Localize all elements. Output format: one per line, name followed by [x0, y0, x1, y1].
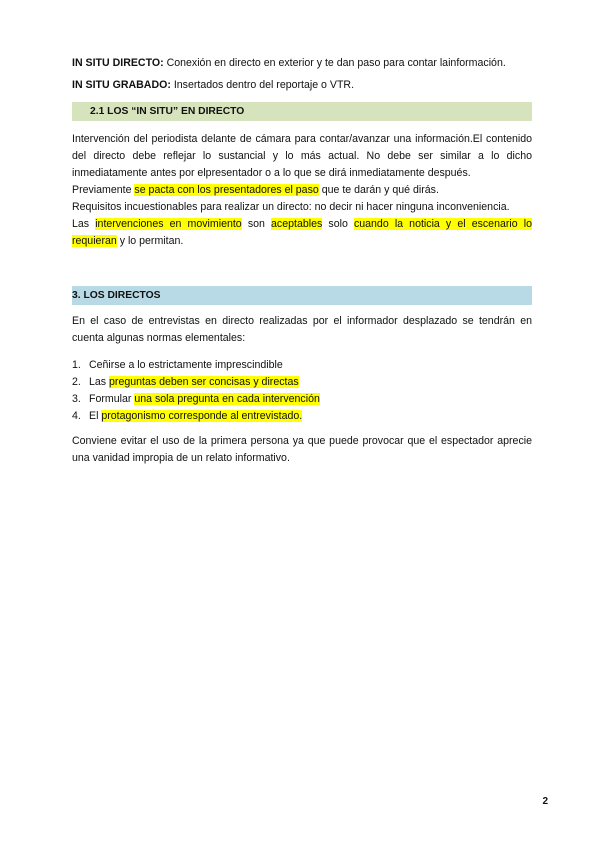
section-3-intro — [72, 313, 532, 347]
definition-term: IN SITU GRABADO: — [72, 79, 171, 91]
paragraph-line: Requisitos incuestionables para realizar un directo: no decir ni hacer ninguna inconveniencia. — [72, 201, 510, 213]
page-content — [72, 55, 532, 467]
text-run: Formular — [89, 393, 135, 405]
list-number: 2. — [72, 376, 81, 388]
text-run: y lo permitan. — [116, 235, 184, 247]
text-run: Las — [89, 376, 110, 388]
page-number: 2 — [542, 796, 548, 807]
highlighted-text: aceptables — [271, 218, 323, 230]
list-number: 1. — [72, 359, 81, 371]
section-3-heading: 3. LOS DIRECTOS — [72, 286, 532, 305]
paragraph-line: del directo debe reflejar lo sustancial y lo más actual. No debe ser similar a lo dicho — [72, 150, 532, 162]
definition-term: IN SITU DIRECTO: — [72, 57, 164, 69]
text-run: solo — [322, 218, 354, 230]
text-run: Previamente — [72, 184, 135, 196]
list-item — [72, 357, 532, 374]
section-2-1-heading: 2.1 LOS “IN SITU” EN DIRECTO — [72, 102, 532, 121]
paragraph-line — [72, 216, 532, 233]
paragraph-line: Intervención del periodista delante de cámara para contar/avanzar una información.El contenido — [72, 133, 532, 145]
text-run: Ceñirse a lo estrictamente imprescindible — [89, 359, 283, 371]
definition-in-situ-grabado — [72, 77, 532, 94]
paragraph-line: inmediatamente antes por elpresentador o a lo que se dirá inmediatamente después. — [72, 167, 471, 179]
section-2-1-paragraph — [72, 131, 532, 250]
highlighted-text: preguntas deben ser concisas y directas — [109, 376, 299, 388]
highlighted-text: requieran — [72, 235, 117, 247]
list-item — [72, 408, 532, 425]
list-number: 4. — [72, 410, 81, 422]
paragraph-line: una vanidad impropia de un relato informativo. — [72, 452, 290, 464]
text-run: que te darán y qué dirás. — [318, 184, 439, 196]
definition-text: Conexión en directo en exterior y te dan paso para contar lainformación. — [166, 57, 506, 69]
paragraph-line: En el caso de entrevistas en directo realizadas por el informador desplazado se tendrán en — [72, 315, 532, 327]
paragraph-line: Conviene evitar el uso de la primera persona ya que puede provocar que el espectador aprecie — [72, 435, 532, 447]
list-item — [72, 374, 532, 391]
definition-text: Insertados dentro del reportaje o VTR. — [173, 79, 355, 91]
list-number: 3. — [72, 393, 81, 405]
text-run: Las — [72, 218, 96, 230]
highlighted-text: se pacta con los presentadores el paso — [134, 184, 319, 196]
section-3-closing — [72, 433, 532, 467]
paragraph-line — [72, 233, 532, 250]
text-run: son — [241, 218, 272, 230]
list-item — [72, 391, 532, 408]
highlighted-text: una sola pregunta en cada intervención — [134, 393, 320, 405]
paragraph-line — [72, 182, 532, 199]
paragraph-line: cuenta algunas normas elementales: — [72, 332, 246, 344]
highlighted-text: protagonismo corresponde al entrevistado. — [101, 410, 303, 422]
definition-in-situ-directo — [72, 55, 532, 72]
text-run: El — [89, 410, 102, 422]
rules-list — [72, 357, 532, 425]
highlighted-text: intervenciones en movimiento — [95, 218, 242, 230]
highlighted-text: cuando la noticia y el escenario lo — [353, 218, 532, 230]
